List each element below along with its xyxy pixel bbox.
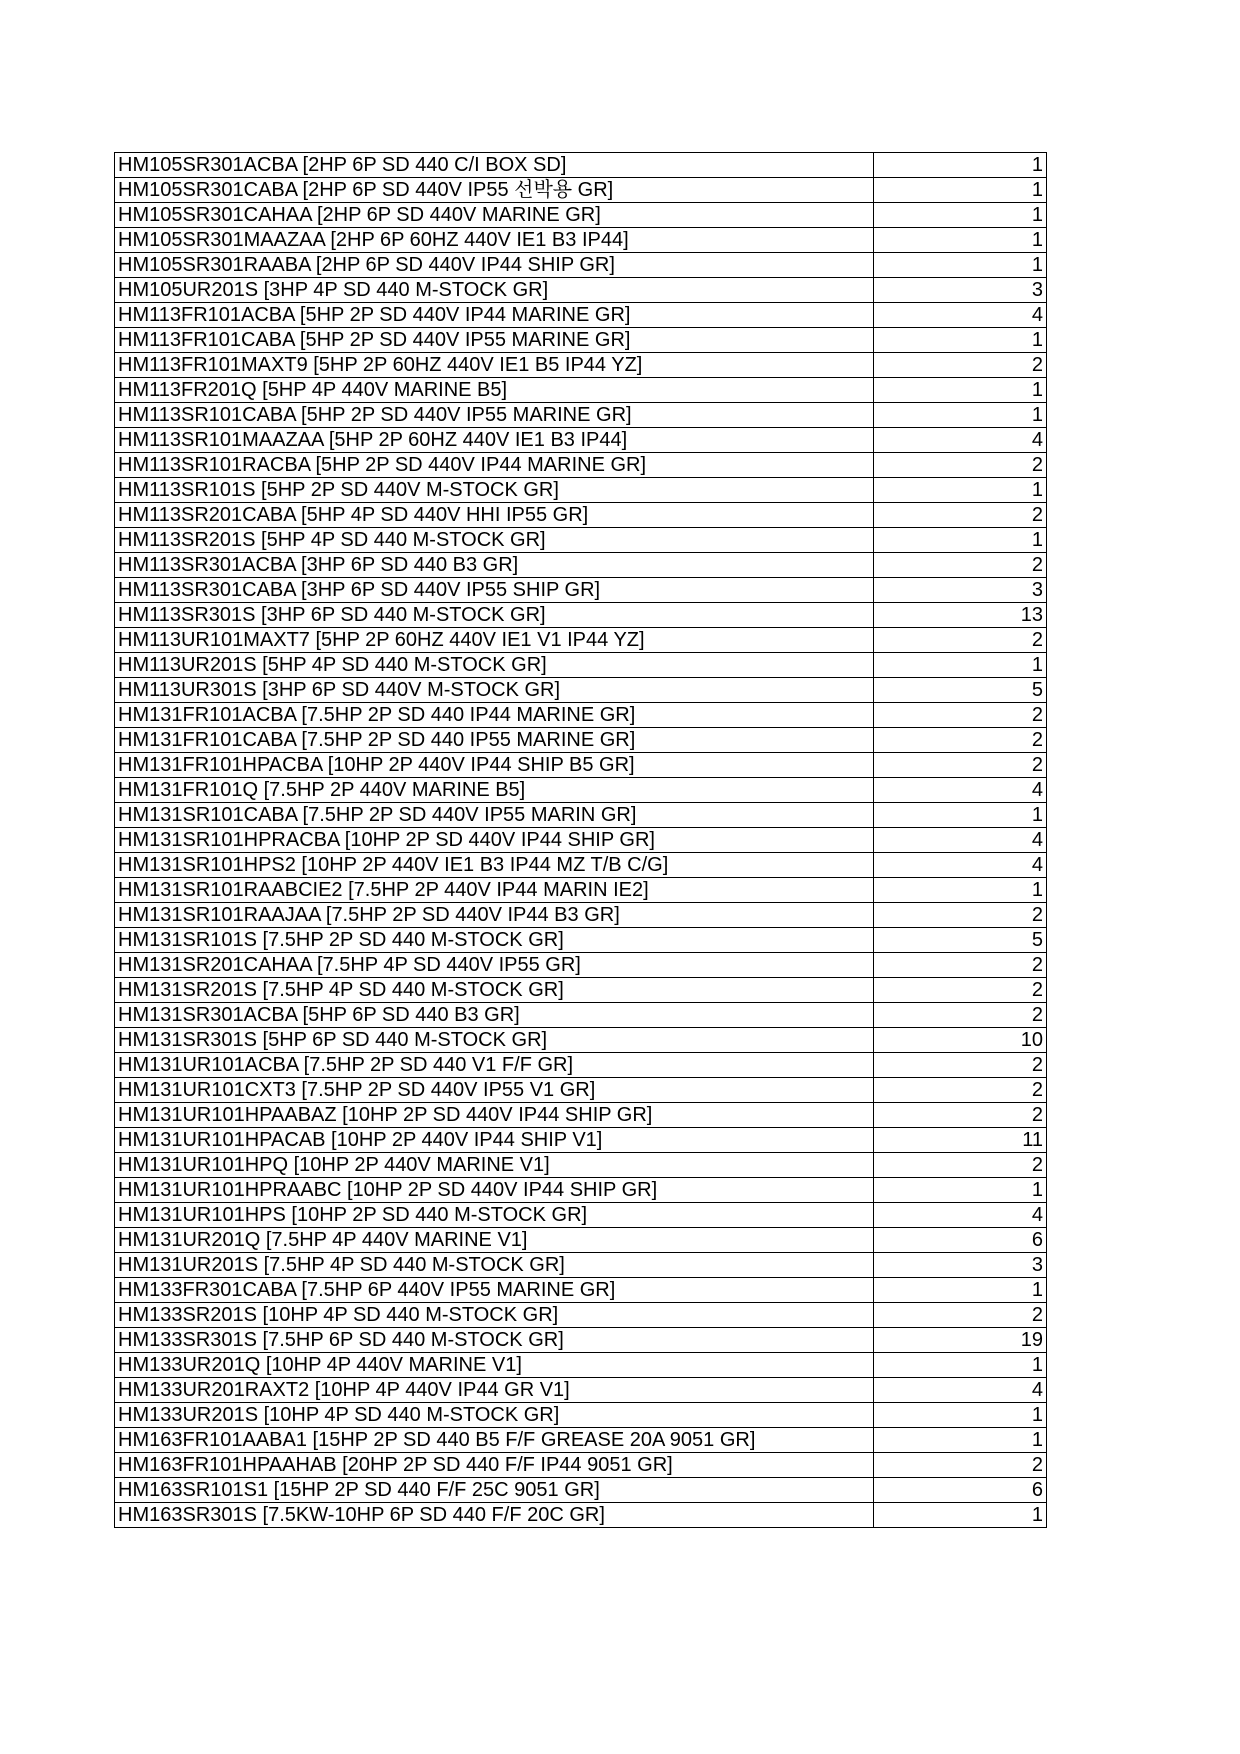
quantity-cell: 2 [874, 1053, 1047, 1078]
table-row [115, 1453, 1047, 1478]
item-description-cell: HM163FR101HPAAHAB [20HP 2P SD 440 F/F IP44 9051 GR] [115, 1453, 874, 1478]
item-description-cell: HM105UR201S [3HP 4P SD 440 M-STOCK GR] [115, 278, 874, 303]
item-description-cell: HM105SR301CAHAA [2HP 6P SD 440V MARINE GR] [115, 203, 874, 228]
item-description-cell: HM131SR101RAABCIE2 [7.5HP 2P 440V IP44 MARIN IE2] [115, 878, 874, 903]
quantity-cell: 1 [874, 1403, 1047, 1428]
quantity-cell: 2 [874, 628, 1047, 653]
quantity-cell: 4 [874, 778, 1047, 803]
table-row [115, 653, 1047, 678]
item-description-cell: HM113SR201S [5HP 4P SD 440 M-STOCK GR] [115, 528, 874, 553]
item-description-cell: HM113SR301S [3HP 6P SD 440 M-STOCK GR] [115, 603, 874, 628]
table-row [115, 1478, 1047, 1503]
table-row [115, 178, 1047, 203]
quantity-cell: 1 [874, 1353, 1047, 1378]
quantity-cell: 13 [874, 603, 1047, 628]
item-description-cell: HM113FR101ACBA [5HP 2P SD 440V IP44 MARINE GR] [115, 303, 874, 328]
item-description-cell: HM131UR101HPACAB [10HP 2P 440V IP44 SHIP V1] [115, 1128, 874, 1153]
item-description-cell: HM105SR301ACBA [2HP 6P SD 440 C/I BOX SD] [115, 153, 874, 178]
item-description-cell: HM133FR301CABA [7.5HP 6P 440V IP55 MARINE GR] [115, 1278, 874, 1303]
table-row [115, 528, 1047, 553]
table-row [115, 153, 1047, 178]
item-description-cell: HM133UR201Q [10HP 4P 440V MARINE V1] [115, 1353, 874, 1378]
quantity-cell: 6 [874, 1228, 1047, 1253]
item-description-cell: HM113SR301CABA [3HP 6P SD 440V IP55 SHIP GR] [115, 578, 874, 603]
item-description-cell: HM131FR101ACBA [7.5HP 2P SD 440 IP44 MARINE GR] [115, 703, 874, 728]
table-row [115, 1178, 1047, 1203]
quantity-cell: 10 [874, 1028, 1047, 1053]
item-description-cell: HM131UR101ACBA [7.5HP 2P SD 440 V1 F/F GR] [115, 1053, 874, 1078]
table-row [115, 603, 1047, 628]
table-row [115, 328, 1047, 353]
table-row [115, 628, 1047, 653]
item-description-cell: HM113UR301S [3HP 6P SD 440V M-STOCK GR] [115, 678, 874, 703]
quantity-cell: 1 [874, 1503, 1047, 1528]
table-row [115, 428, 1047, 453]
item-description-cell: HM131SR101RAAJAA [7.5HP 2P SD 440V IP44 B3 GR] [115, 903, 874, 928]
quantity-cell: 1 [874, 1428, 1047, 1453]
quantity-cell: 4 [874, 828, 1047, 853]
quantity-cell: 2 [874, 503, 1047, 528]
item-description-cell: HM105SR301CABA [2HP 6P SD 440V IP55 선박용 GR] [115, 178, 874, 203]
table-row [115, 753, 1047, 778]
table-row [115, 1303, 1047, 1328]
quantity-cell: 2 [874, 978, 1047, 1003]
table-row [115, 1428, 1047, 1453]
table-row [115, 728, 1047, 753]
item-description-cell: HM113SR101MAAZAA [5HP 2P 60HZ 440V IE1 B3 IP44] [115, 428, 874, 453]
quantity-cell: 3 [874, 578, 1047, 603]
quantity-cell: 1 [874, 1178, 1047, 1203]
quantity-cell: 2 [874, 353, 1047, 378]
table-row [115, 453, 1047, 478]
item-description-cell: HM113FR101CABA [5HP 2P SD 440V IP55 MARINE GR] [115, 328, 874, 353]
quantity-cell: 1 [874, 228, 1047, 253]
item-description-cell: HM163SR301S [7.5KW-10HP 6P SD 440 F/F 20C GR] [115, 1503, 874, 1528]
table-row [115, 578, 1047, 603]
table-row [115, 303, 1047, 328]
table-row [115, 803, 1047, 828]
quantity-cell: 1 [874, 328, 1047, 353]
table-row [115, 1378, 1047, 1403]
quantity-cell: 2 [874, 453, 1047, 478]
item-description-cell: HM131UR101CXT3 [7.5HP 2P SD 440V IP55 V1 GR] [115, 1078, 874, 1103]
quantity-cell: 2 [874, 953, 1047, 978]
table-row [115, 878, 1047, 903]
item-description-cell: HM131FR101CABA [7.5HP 2P SD 440 IP55 MARINE GR] [115, 728, 874, 753]
inventory-table-body [115, 153, 1047, 1528]
item-description-cell: HM131UR101HPS [10HP 2P SD 440 M-STOCK GR] [115, 1203, 874, 1228]
quantity-cell: 11 [874, 1128, 1047, 1153]
quantity-cell: 2 [874, 728, 1047, 753]
item-description-cell: HM163FR101AABA1 [15HP 2P SD 440 B5 F/F GREASE 20A 9051 GR] [115, 1428, 874, 1453]
quantity-cell: 1 [874, 378, 1047, 403]
table-row [115, 978, 1047, 1003]
quantity-cell: 5 [874, 678, 1047, 703]
quantity-cell: 4 [874, 1203, 1047, 1228]
table-row [115, 278, 1047, 303]
item-description-cell: HM113FR101MAXT9 [5HP 2P 60HZ 440V IE1 B5 IP44 YZ] [115, 353, 874, 378]
item-description-cell: HM113SR101CABA [5HP 2P SD 440V IP55 MARINE GR] [115, 403, 874, 428]
quantity-cell: 2 [874, 1453, 1047, 1478]
table-row [115, 1028, 1047, 1053]
quantity-cell: 2 [874, 903, 1047, 928]
item-description-cell: HM113SR101RACBA [5HP 2P SD 440V IP44 MARINE GR] [115, 453, 874, 478]
table-row [115, 203, 1047, 228]
table-row [115, 1328, 1047, 1353]
item-description-cell: HM133UR201S [10HP 4P SD 440 M-STOCK GR] [115, 1403, 874, 1428]
table-row [115, 1203, 1047, 1228]
quantity-cell: 2 [874, 753, 1047, 778]
quantity-cell: 2 [874, 703, 1047, 728]
table-row [115, 778, 1047, 803]
item-description-cell: HM131UR101HPRAABC [10HP 2P SD 440V IP44 SHIP GR] [115, 1178, 874, 1203]
table-row [115, 1228, 1047, 1253]
item-description-cell: HM133SR201S [10HP 4P SD 440 M-STOCK GR] [115, 1303, 874, 1328]
item-description-cell: HM131FR101HPACBA [10HP 2P 440V IP44 SHIP B5 GR] [115, 753, 874, 778]
quantity-cell: 5 [874, 928, 1047, 953]
table-row [115, 1403, 1047, 1428]
quantity-cell: 1 [874, 1278, 1047, 1303]
table-row [115, 1153, 1047, 1178]
table-row [115, 403, 1047, 428]
table-row [115, 1503, 1047, 1528]
item-description-cell: HM131SR101CABA [7.5HP 2P SD 440V IP55 MARIN GR] [115, 803, 874, 828]
item-description-cell: HM131SR301ACBA [5HP 6P SD 440 B3 GR] [115, 1003, 874, 1028]
item-description-cell: HM131SR101S [7.5HP 2P SD 440 M-STOCK GR] [115, 928, 874, 953]
item-description-cell: HM113SR101S [5HP 2P SD 440V M-STOCK GR] [115, 478, 874, 503]
table-row [115, 353, 1047, 378]
table-row [115, 253, 1047, 278]
quantity-cell: 2 [874, 1153, 1047, 1178]
item-description-cell: HM105SR301MAAZAA [2HP 6P 60HZ 440V IE1 B3 IP44] [115, 228, 874, 253]
quantity-cell: 1 [874, 653, 1047, 678]
item-description-cell: HM131UR201S [7.5HP 4P SD 440 M-STOCK GR] [115, 1253, 874, 1278]
table-row [115, 553, 1047, 578]
table-row [115, 1053, 1047, 1078]
table-row [115, 953, 1047, 978]
table-row [115, 1128, 1047, 1153]
item-description-cell: HM133UR201RAXT2 [10HP 4P 440V IP44 GR V1] [115, 1378, 874, 1403]
quantity-cell: 1 [874, 478, 1047, 503]
item-description-cell: HM133SR301S [7.5HP 6P SD 440 M-STOCK GR] [115, 1328, 874, 1353]
quantity-cell: 3 [874, 278, 1047, 303]
quantity-cell: 2 [874, 1078, 1047, 1103]
table-row [115, 1253, 1047, 1278]
quantity-cell: 1 [874, 803, 1047, 828]
quantity-cell: 4 [874, 1378, 1047, 1403]
quantity-cell: 4 [874, 853, 1047, 878]
quantity-cell: 1 [874, 528, 1047, 553]
table-row [115, 703, 1047, 728]
item-description-cell: HM105SR301RAABA [2HP 6P SD 440V IP44 SHIP GR] [115, 253, 874, 278]
table-row [115, 228, 1047, 253]
quantity-cell: 1 [874, 253, 1047, 278]
inventory-table [114, 152, 1047, 1528]
table-row [115, 478, 1047, 503]
quantity-cell: 2 [874, 1303, 1047, 1328]
quantity-cell: 19 [874, 1328, 1047, 1353]
item-description-cell: HM131SR201CAHAA [7.5HP 4P SD 440V IP55 GR] [115, 953, 874, 978]
quantity-cell: 2 [874, 1103, 1047, 1128]
table-row [115, 1078, 1047, 1103]
quantity-cell: 1 [874, 153, 1047, 178]
item-description-cell: HM131SR301S [5HP 6P SD 440 M-STOCK GR] [115, 1028, 874, 1053]
table-row [115, 928, 1047, 953]
quantity-cell: 2 [874, 1003, 1047, 1028]
quantity-cell: 6 [874, 1478, 1047, 1503]
table-row [115, 678, 1047, 703]
quantity-cell: 1 [874, 203, 1047, 228]
table-row [115, 828, 1047, 853]
table-row [115, 1278, 1047, 1303]
table-row [115, 503, 1047, 528]
table-row [115, 1103, 1047, 1128]
table-row [115, 853, 1047, 878]
item-description-cell: HM131SR101HPRACBA [10HP 2P SD 440V IP44 SHIP GR] [115, 828, 874, 853]
quantity-cell: 2 [874, 553, 1047, 578]
item-description-cell: HM131FR101Q [7.5HP 2P 440V MARINE B5] [115, 778, 874, 803]
quantity-cell: 1 [874, 178, 1047, 203]
item-description-cell: HM113FR201Q [5HP 4P 440V MARINE B5] [115, 378, 874, 403]
item-description-cell: HM163SR101S1 [15HP 2P SD 440 F/F 25C 9051 GR] [115, 1478, 874, 1503]
item-description-cell: HM131SR201S [7.5HP 4P SD 440 M-STOCK GR] [115, 978, 874, 1003]
item-description-cell: HM131UR201Q [7.5HP 4P 440V MARINE V1] [115, 1228, 874, 1253]
item-description-cell: HM113SR301ACBA [3HP 6P SD 440 B3 GR] [115, 553, 874, 578]
item-description-cell: HM113UR101MAXT7 [5HP 2P 60HZ 440V IE1 V1 IP44 YZ] [115, 628, 874, 653]
quantity-cell: 1 [874, 878, 1047, 903]
item-description-cell: HM113UR201S [5HP 4P SD 440 M-STOCK GR] [115, 653, 874, 678]
quantity-cell: 4 [874, 303, 1047, 328]
item-description-cell: HM131SR101HPS2 [10HP 2P 440V IE1 B3 IP44 MZ T/B C/G] [115, 853, 874, 878]
item-description-cell: HM113SR201CABA [5HP 4P SD 440V HHI IP55 GR] [115, 503, 874, 528]
table-row [115, 1353, 1047, 1378]
table-row [115, 1003, 1047, 1028]
quantity-cell: 3 [874, 1253, 1047, 1278]
quantity-cell: 4 [874, 428, 1047, 453]
quantity-cell: 1 [874, 403, 1047, 428]
table-row [115, 903, 1047, 928]
table-row [115, 378, 1047, 403]
item-description-cell: HM131UR101HPAABAZ [10HP 2P SD 440V IP44 SHIP GR] [115, 1103, 874, 1128]
item-description-cell: HM131UR101HPQ [10HP 2P 440V MARINE V1] [115, 1153, 874, 1178]
